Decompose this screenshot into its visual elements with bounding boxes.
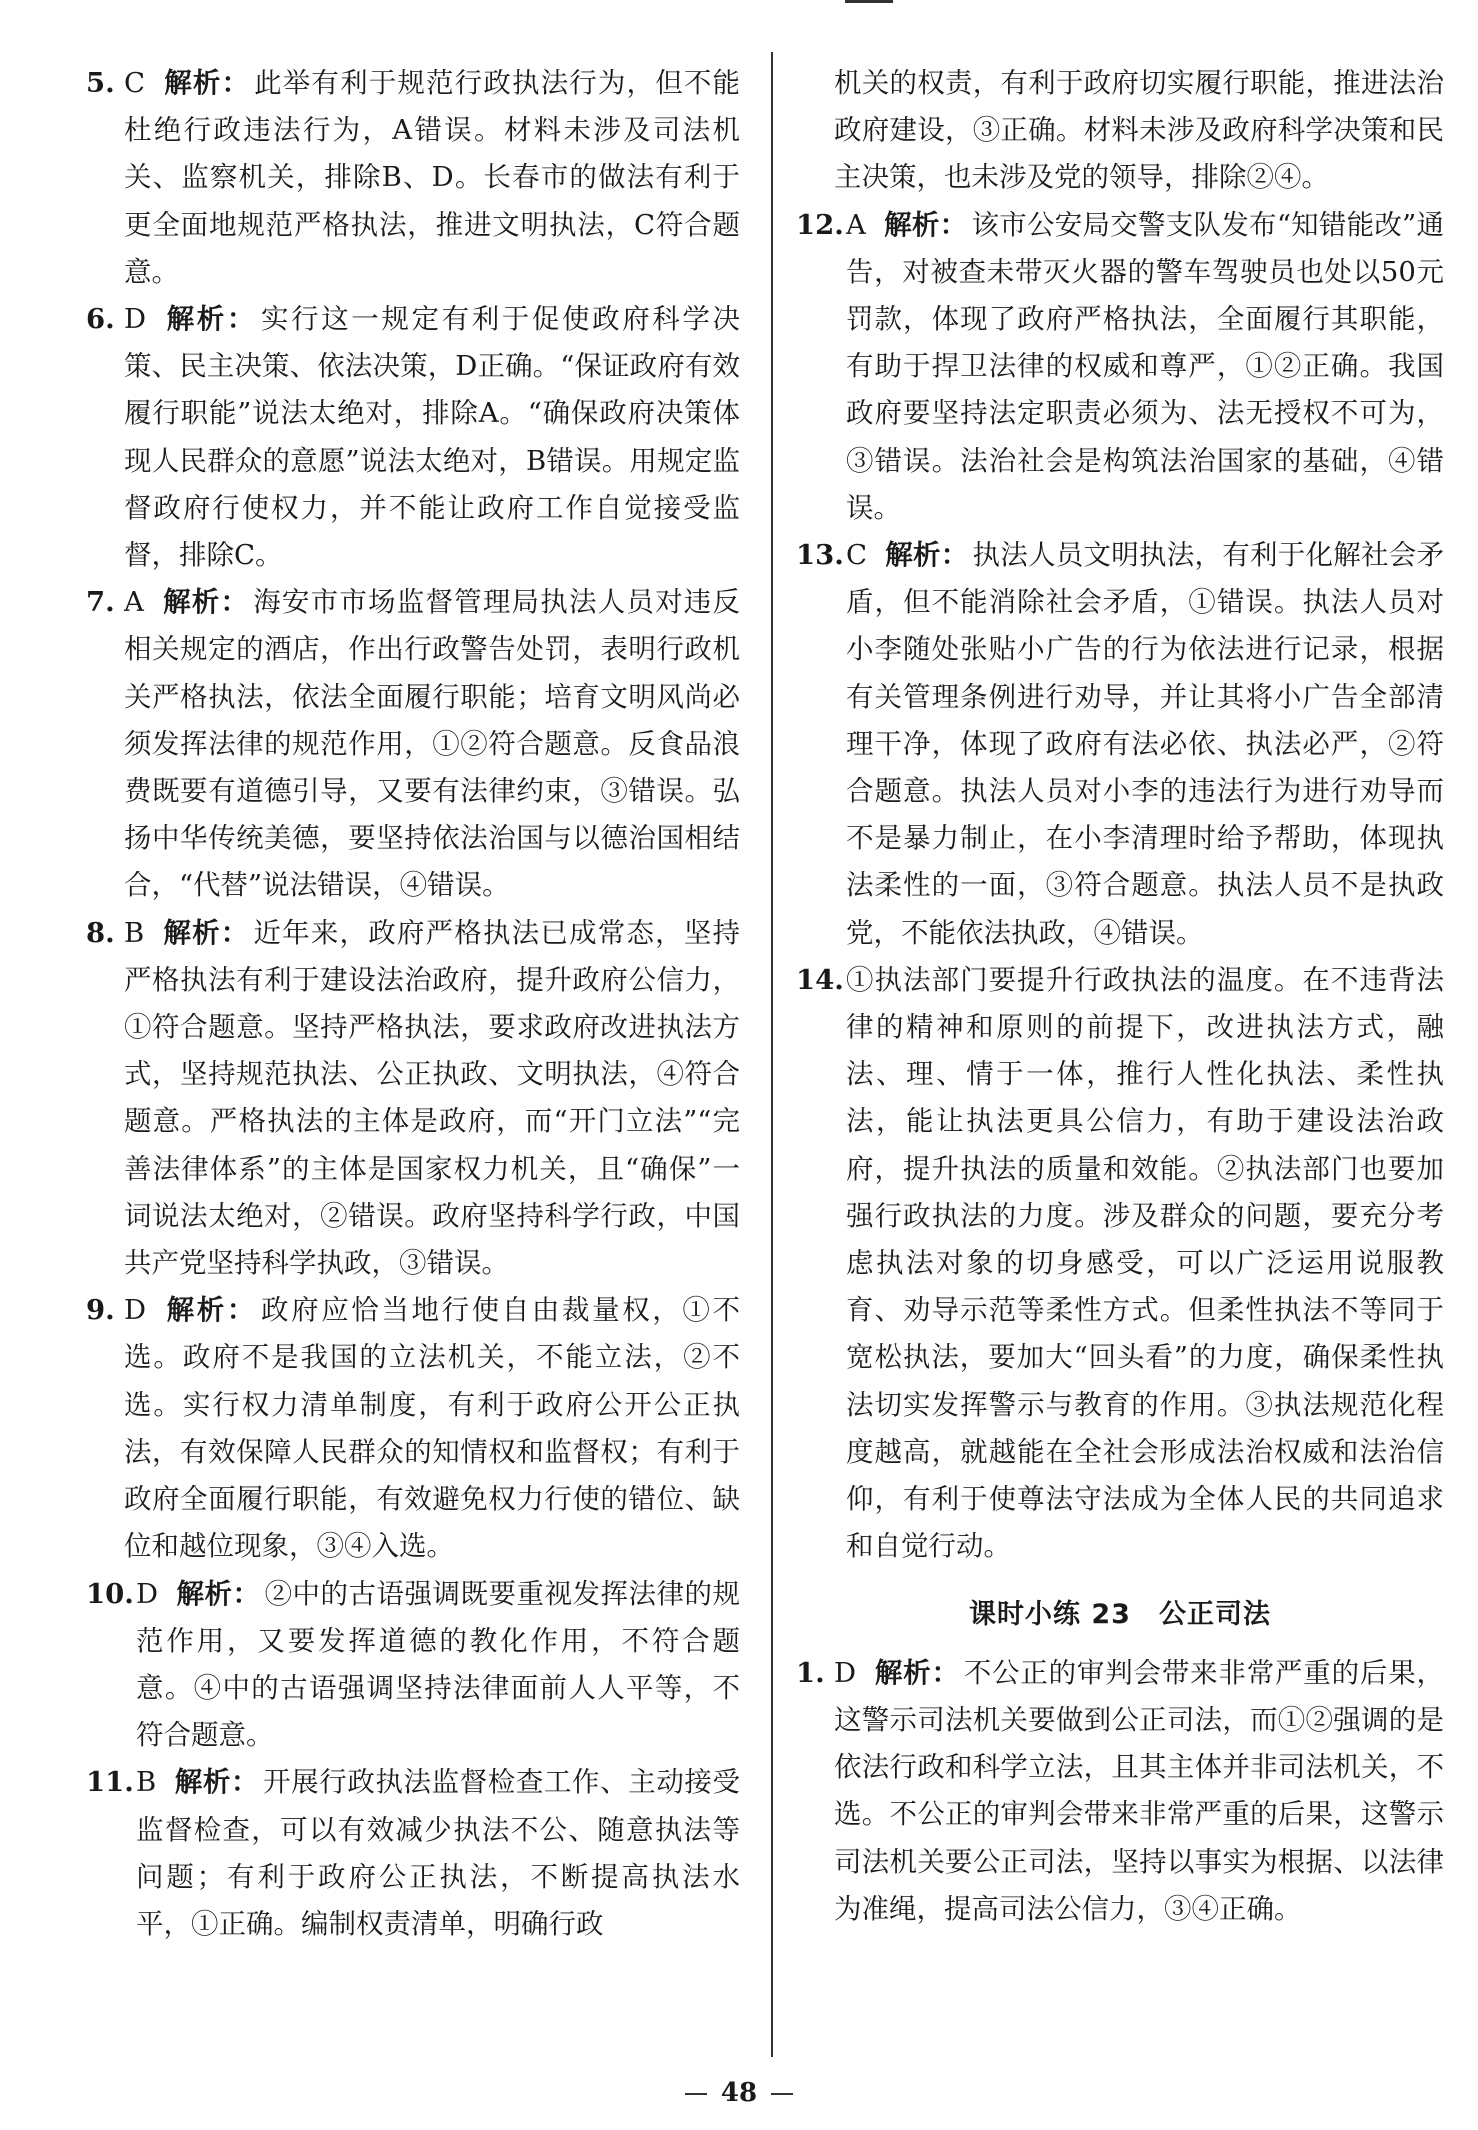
- answer-text: 政府应恰当地行使自由裁量权，①不选。政府不是我国的立法机关，不能立法，②不选。实行权力清单制度，有利于政府公开公正执法，有效保障人民群众的知情权和监督权；有利于政府全面履行职能，有效避免权力行使的错位、缺位和越位现象，③④入选。: [124, 1294, 741, 1563]
- answer-text: ②中的古语强调既要重视发挥法律的规范作用，又要发挥道德的教化作用，不符合题意。④中的古语强调坚持法律面前人人平等，不符合题意。: [136, 1577, 741, 1752]
- answer-item-13: 13. C 解析： 执法人员文明执法，有利于化解社会矛盾，但不能消除社会矛盾，①错误。执法人员对小李随处张贴小广告的行为依法进行记录，根据有关管理条例进行劝导，并让其将小广告全部清理干净，体现了政府有法必依、执法必严，②符合题意。执法人员对小李的违法行为进行劝导而不是暴力制止，在小李清理时给予帮助，体现执法柔性的一面，③符合题意。执法人员不是执政党，不能依法执政，④错误。: [796, 539, 1445, 949]
- answer-item-9: 9. D 解析： 政府应恰当地行使自由裁量权，①不选。政府不是我国的立法机关，不能立法，②不选。实行权力清单制度，有利于政府公开公正执法，有效保障人民群众的知情权和监督权；有利于政府全面履行职能，有效避免权力行使的错位、缺位和越位现象，③④入选。: [86, 1294, 741, 1563]
- answer-item-5: 5. C 解析： 此举有利于规范行政执法行为，但不能杜绝行政违法行为，A错误。材料未涉及司法机关、监察机关，排除B、D。长春市的做法有利于更全面地规范严格执法，推进文明执法，C符合题意。: [86, 67, 741, 288]
- page-footer: [0, 2078, 1478, 2108]
- answer-item-11: 11. B 解析： 开展行政执法监督检查工作、主动接受监督检查，可以有效减少执法不公、随意执法等问题；有利于政府公正执法，不断提高执法水平，①正确。编制权责清单，明确行政: [86, 1766, 741, 1940]
- answer-text: ①执法部门要提升行政执法的温度。在不违背法律的精神和原则的前提下，改进执法方式，融法、理、情于一体，推行人性化执法、柔性执法，能让执法更具公信力，有助于建设法治政府，提升执法的质量和效能。②执法部门也要加强行政执法的力度。涉及群众的问题，要充分考虑执法对象的切身感受，可以广泛运用说服教育、劝导示范等柔性方式。但柔性执法不等同于宽松执法，要加大“回头看”的力度，确保柔性执法切实发挥警示与教育的作用。③执法规范化程度越高，就越能在全社会形成法治权威和法治信仰，有利于使尊法守法成为全体人民的共同追求和自觉行动。: [846, 963, 1444, 1563]
- answer-text: 不公正的审判会带来非常严重的后果，这警示司法机关要做到公正司法，而①②强调的是依法行政和科学立法，且其主体并非司法机关，不选。不公正的审判会带来非常严重的后果，这警示司法机关要公正司法，坚持以事实为根据、以法律为准绳，提高司法公信力，③④正确。: [834, 1656, 1444, 1925]
- answer-item-8: 8. B 解析： 近年来，政府严格执法已成常态，坚持严格执法有利于建设法治政府，提升政府公信力，①符合题意。坚持严格执法，要求政府改进执法方式，坚持规范执法、公正执政、文明执法，④符合题意。严格执法的主体是政府，而“开门立法”“完善法律体系”的主体是国家权力机关，且“确保”一词说法太绝对，②错误。政府坚持科学行政，中国共产党坚持科学执政，③错误。: [86, 916, 741, 1280]
- answer-text: 近年来，政府严格执法已成常态，坚持严格执法有利于建设法治政府，提升政府公信力，①符合题意。坚持严格执法，要求政府改进执法方式，坚持规范执法、公正执政、文明执法，④符合题意。严格执法的主体是政府，而“开门立法”“完善法律体系”的主体是国家权力机关，且“确保”一词说法太绝对，②错误。政府坚持科学行政，中国共产党坚持科学执政，③错误。: [124, 916, 741, 1280]
- footer-dash-right: [771, 2093, 793, 2095]
- section-heading: 课时小练 23 公正司法: [969, 1598, 1271, 1630]
- answer-item-10: 10. D 解析： ②中的古语强调既要重视发挥法律的规范作用，又要发挥道德的教化作用，不符合题意。④中的古语强调坚持法律面前人人平等，不符合题意。: [86, 1577, 741, 1752]
- answer-text: 该市公安局交警支队发布“知错能改”通告，对被查未带灭火器的警车驾驶员也处以50元罚款，体现了政府严格执法，全面履行其职能，有助于捍卫法律的权威和尊严，①②正确。我国政府要坚持法定职责必须为、法无授权不可为，③错误。法治社会是构筑法治国家的基础，④错误。: [846, 208, 1445, 524]
- top-rule: [845, 0, 893, 3]
- answer-item-s1: 1. D 解析： 不公正的审判会带来非常严重的后果，这警示司法机关要做到公正司法，而①②强调的是依法行政和科学立法，且其主体并非司法机关，不选。不公正的审判会带来非常严重的后果，这警示司法机关要公正司法，坚持以事实为根据、以法律为准绳，提高司法公信力，③④正确。: [796, 1656, 1444, 1925]
- answer-text: 开展行政执法监督检查工作、主动接受监督检查，可以有效减少执法不公、随意执法等问题；有利于政府公正执法，不断提高执法水平，①正确。编制权责清单，明确行政: [136, 1766, 741, 1940]
- answer-item-14: 14. ①执法部门要提升行政执法的温度。在不违背法律的精神和原则的前提下，改进执法方式，融法、理、情于一体，推行人性化执法、柔性执法，能让执法更具公信力，有助于建设法治政府，提升执法的质量和效能。②执法部门也要加强行政执法的力度。涉及群众的问题，要充分考虑执法对象的切身感受，可以广泛运用说服教育、劝导示范等柔性方式。但柔性执法不等同于宽松执法，要加大“回头看”的力度，确保柔性执法切实发挥警示与教育的作用。③执法规范化程度越高，就越能在全社会形成法治权威和法治信仰，有利于使尊法守法成为全体人民的共同追求和自觉行动。: [796, 963, 1444, 1563]
- answer-text: 此举有利于规范行政执法行为，但不能杜绝行政违法行为，A错误。材料未涉及司法机关、监察机关，排除B、D。长春市的做法有利于更全面地规范严格执法，推进文明执法，C符合题意。: [124, 67, 741, 288]
- footer-dash-left: [685, 2093, 707, 2095]
- answer-item-7: 7. A 解析： 海安市市场监督管理局执法人员对违反相关规定的酒店，作出行政警告处罚，表明行政机关严格执法，依法全面履行职能；培育文明风尚必须发挥法律的规范作用，①②符合题意。反食品浪费既要有道德引导，又要有法律约束，③错误。弘扬中华传统美德，要坚持依法治国与以德治国相结合，“代替”说法错误，④错误。: [86, 586, 741, 902]
- answer-item-6: 6. D 解析： 实行这一规定有利于促使政府科学决策、民主决策、依法决策，D正确。“保证政府有效履行职能”说法太绝对，排除A。“确保政府决策体现人民群众的意愿”说法太绝对，B错误。用规定监督政府行使权力，并不能让政府工作自觉接受监督，排除C。: [86, 303, 741, 572]
- page-number: 48: [720, 2078, 758, 2108]
- column-divider: [771, 52, 773, 2057]
- answer-text: 执法人员文明执法，有利于化解社会矛盾，但不能消除社会矛盾，①错误。执法人员对小李随处张贴小广告的行为依法进行记录，根据有关管理条例进行劝导，并让其将小广告全部清理干净，体现了政府有法必依、执法必严，②符合题意。执法人员对小李的违法行为进行劝导而不是暴力制止，在小李清理时给予帮助，体现执法柔性的一面，③符合题意。执法人员不是执政党，不能依法执政，④错误。: [846, 539, 1445, 949]
- answer-text: 海安市市场监督管理局执法人员对违反相关规定的酒店，作出行政警告处罚，表明行政机关严格执法，依法全面履行职能；培育文明风尚必须发挥法律的规范作用，①②符合题意。反食品浪费既要有道德引导，又要有法律约束，③错误。弘扬中华传统美德，要坚持依法治国与以德治国相结合，“代替”说法错误，④错误。: [124, 586, 741, 902]
- answer-text: 机关的权责，有利于政府切实履行职能，推进法治政府建设，③正确。材料未涉及政府科学决策和民主决策，也未涉及党的领导，排除②④。: [834, 67, 1444, 194]
- answer-text: 实行这一规定有利于促使政府科学决策、民主决策、依法决策，D正确。“保证政府有效履行职能”说法太绝对，排除A。“确保政府决策体现人民群众的意愿”说法太绝对，B错误。用规定监督政府行使权力，并不能让政府工作自觉接受监督，排除C。: [124, 303, 741, 572]
- answer-item-11-continued: [796, 60, 1444, 202]
- right-column: [796, 60, 1444, 1933]
- left-column: [86, 60, 740, 1948]
- answer-item-12: 12. A 解析： 该市公安局交警支队发布“知错能改”通告，对被查未带灭火器的警车驾驶员也处以50元罚款，体现了政府严格执法，全面履行其职能，有助于捍卫法律的权威和尊严，①②正确。我国政府要坚持法定职责必须为、法无授权不可为，③错误。法治社会是构筑法治国家的基础，④错误。: [796, 208, 1445, 524]
